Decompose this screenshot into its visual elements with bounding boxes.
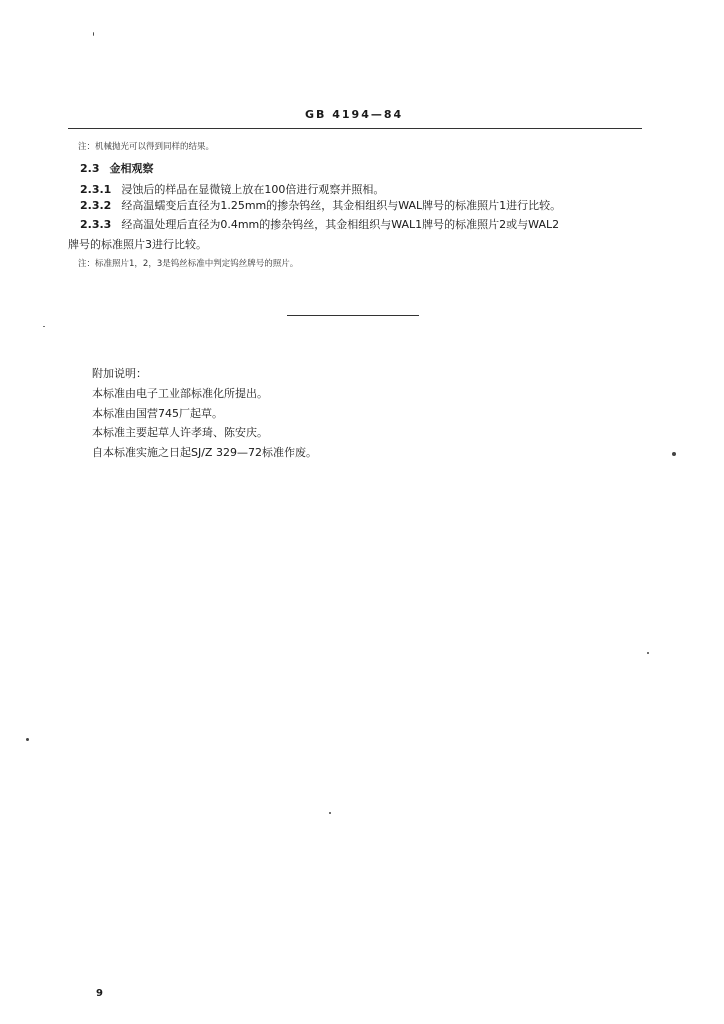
header-rule: [68, 128, 642, 129]
section-title: 金相观察: [109, 162, 154, 175]
section-2-3-2: [80, 197, 561, 213]
section-number: 2.3.3: [80, 218, 112, 231]
appendix-line: 自本标准实施之日起SJ/Z 329—72标准作废。: [92, 446, 317, 459]
section-number: 2.3.1: [80, 183, 112, 196]
scan-speck: [26, 738, 29, 741]
scan-speck: [93, 32, 94, 36]
scan-speck: [672, 452, 676, 456]
scan-speck: [43, 326, 45, 327]
appendix-line: 本标准主要起草人许孝琦、陈安庆。: [92, 426, 268, 439]
note-polishing: 注：机械抛光可以得到同样的结果。: [78, 142, 215, 152]
section-text: 经高温处理后直径为0.4mm的掺杂钨丝，其金相组织与WAL1牌号的标准照片2或与WAL2: [121, 218, 560, 231]
scan-speck: [647, 652, 649, 654]
section-2-3-3: [80, 216, 559, 232]
appendix-title: 附加说明：: [92, 367, 147, 380]
section-text: 浸蚀后的样品在显微镜上放在100倍进行观察并照相。: [121, 183, 385, 196]
appendix-line: 本标准由国营745厂起草。: [92, 407, 223, 420]
section-text: 经高温蠕变后直径为1.25mm的掺杂钨丝，其金相组织与WAL牌号的标准照片1进行比较。: [121, 199, 562, 212]
appendix-line: 本标准由电子工业部标准化所提出。: [92, 387, 268, 400]
page-number: 9: [96, 988, 103, 999]
section-number: 2.3: [80, 162, 100, 175]
section-divider: [287, 315, 419, 316]
standard-code-header: GB 4194—84: [305, 108, 404, 121]
section-number: 2.3.2: [80, 199, 112, 212]
section-2-3-3-continuation: 牌号的标准照片3进行比较。: [68, 238, 207, 251]
scan-speck: [329, 812, 331, 814]
note-standard-photos: 注：标准照片1，2，3是钨丝标准中判定钨丝牌号的照片。: [78, 259, 299, 269]
section-2-3-1: [80, 181, 384, 197]
section-2-3: [80, 160, 154, 176]
